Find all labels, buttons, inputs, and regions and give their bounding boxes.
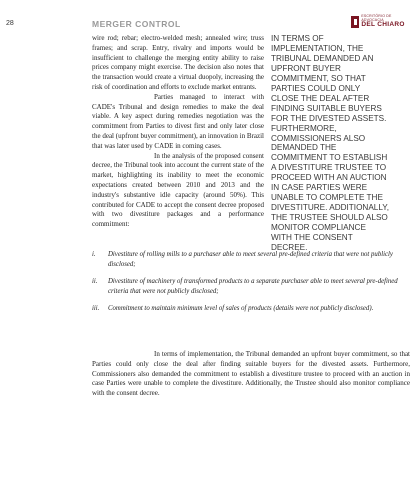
body-left-column [92, 34, 264, 230]
implementation-summary [92, 350, 410, 399]
criteria-item [92, 304, 410, 314]
paragraph-market-analysis: wire rod; rebar; electro-welded mesh; annealed wire; truss frames; and scrap. Entry, rivalry and imports would be insufficient to challenge the merging entity ability to raise prices company might exercise. The decision also notes that the transaction would create a virtual duopoly, increasing the risk of coordination and efforts to exclude market entrants. [92, 34, 264, 91]
criteria-number: iii. [92, 305, 100, 312]
logo-mark-icon [351, 16, 359, 28]
paragraph-consent-decree-analysis: In the analysis of the proposed consent decree, the Tribunal took into account the current state of the market, highlighting its inability to meet the economic expectations created between 2010 and 2013 and the industry's substantive idle capacity (around 50%). This contributed for CADE to accept the consent decree proposed with two divestiture packages and a performance commitment: [92, 151, 264, 229]
criteria-number: ii. [92, 278, 98, 285]
criteria-text: Divestiture of rolling mills to a purchaser able to meet several pre-defined criteria that were not publicly disclosed; [108, 251, 393, 268]
criteria-number: i. [92, 251, 96, 258]
page-number: 28 [6, 20, 14, 27]
criteria-item [92, 277, 410, 296]
criteria-text: Commitment to maintain minimum level of sales of products (details were not publicly disclosed). [108, 305, 374, 312]
divestiture-criteria-list [92, 250, 410, 322]
logo-small-text: ESCRITÓRIO DE ADVOCACIA [361, 14, 392, 22]
criteria-item [92, 250, 410, 269]
criteria-text: Divestiture of machinery of transformed products to a separate purchaser able to meet several pre-defined criteria that were not publicly disclosed; [108, 278, 398, 295]
pull-quote: IN TERMS OF IMPLEMENTATION, THE TRIBUNAL DEMANDED AN UPFRONT BUYER COMMITMENT, SO THAT PARTIES COULD ONLY CLOSE THE DEAL AFTER FINDING SUITABLE BUYERS FOR THE DIVESTED ASSETS. FURTHERMORE, COMMISSIONERS ALSO DEMANDED THE COMMITMENT TO ESTABLISH A DIVESTITURE TRUSTEE TO PROCEED WITH AN AUCTION IN CASE PARTIES WERE UNABLE TO COMPLETE THE DIVESTITURE. ADDITIONALLY, THE TRUSTEE SHOULD ALSO MONITOR COMPLIANCE WITH THE CONSENT DECREE. [271, 34, 389, 253]
section-title: MERGER CONTROL [92, 19, 181, 29]
logo-main-text: DEL CHIARO [361, 21, 405, 29]
paragraph-implementation: In terms of implementation, the Tribunal demanded an upfront buyer commitment, so that Parties could only close the deal after finding suitable buyers for the divested assets. Furthermore, Commissioners also demanded the commitment to establish a divestiture trustee to proceed with an auction in case Parties were unable to complete the divestiture. Additionally, the Trustee should also monitor compliance with the consent decree. [92, 350, 410, 398]
firm-logo [351, 15, 411, 29]
paragraph-remedies-negotiation: Parties managed to interact with CADE's Tribunal and design remedies to make the deal viable. A key aspect during remedies negotiation was the commitment from Parties to divest first and only later close the deal (upfront buyer commitment), an innovation in Brazil that was later used by CADE in coming cases. [92, 92, 264, 150]
